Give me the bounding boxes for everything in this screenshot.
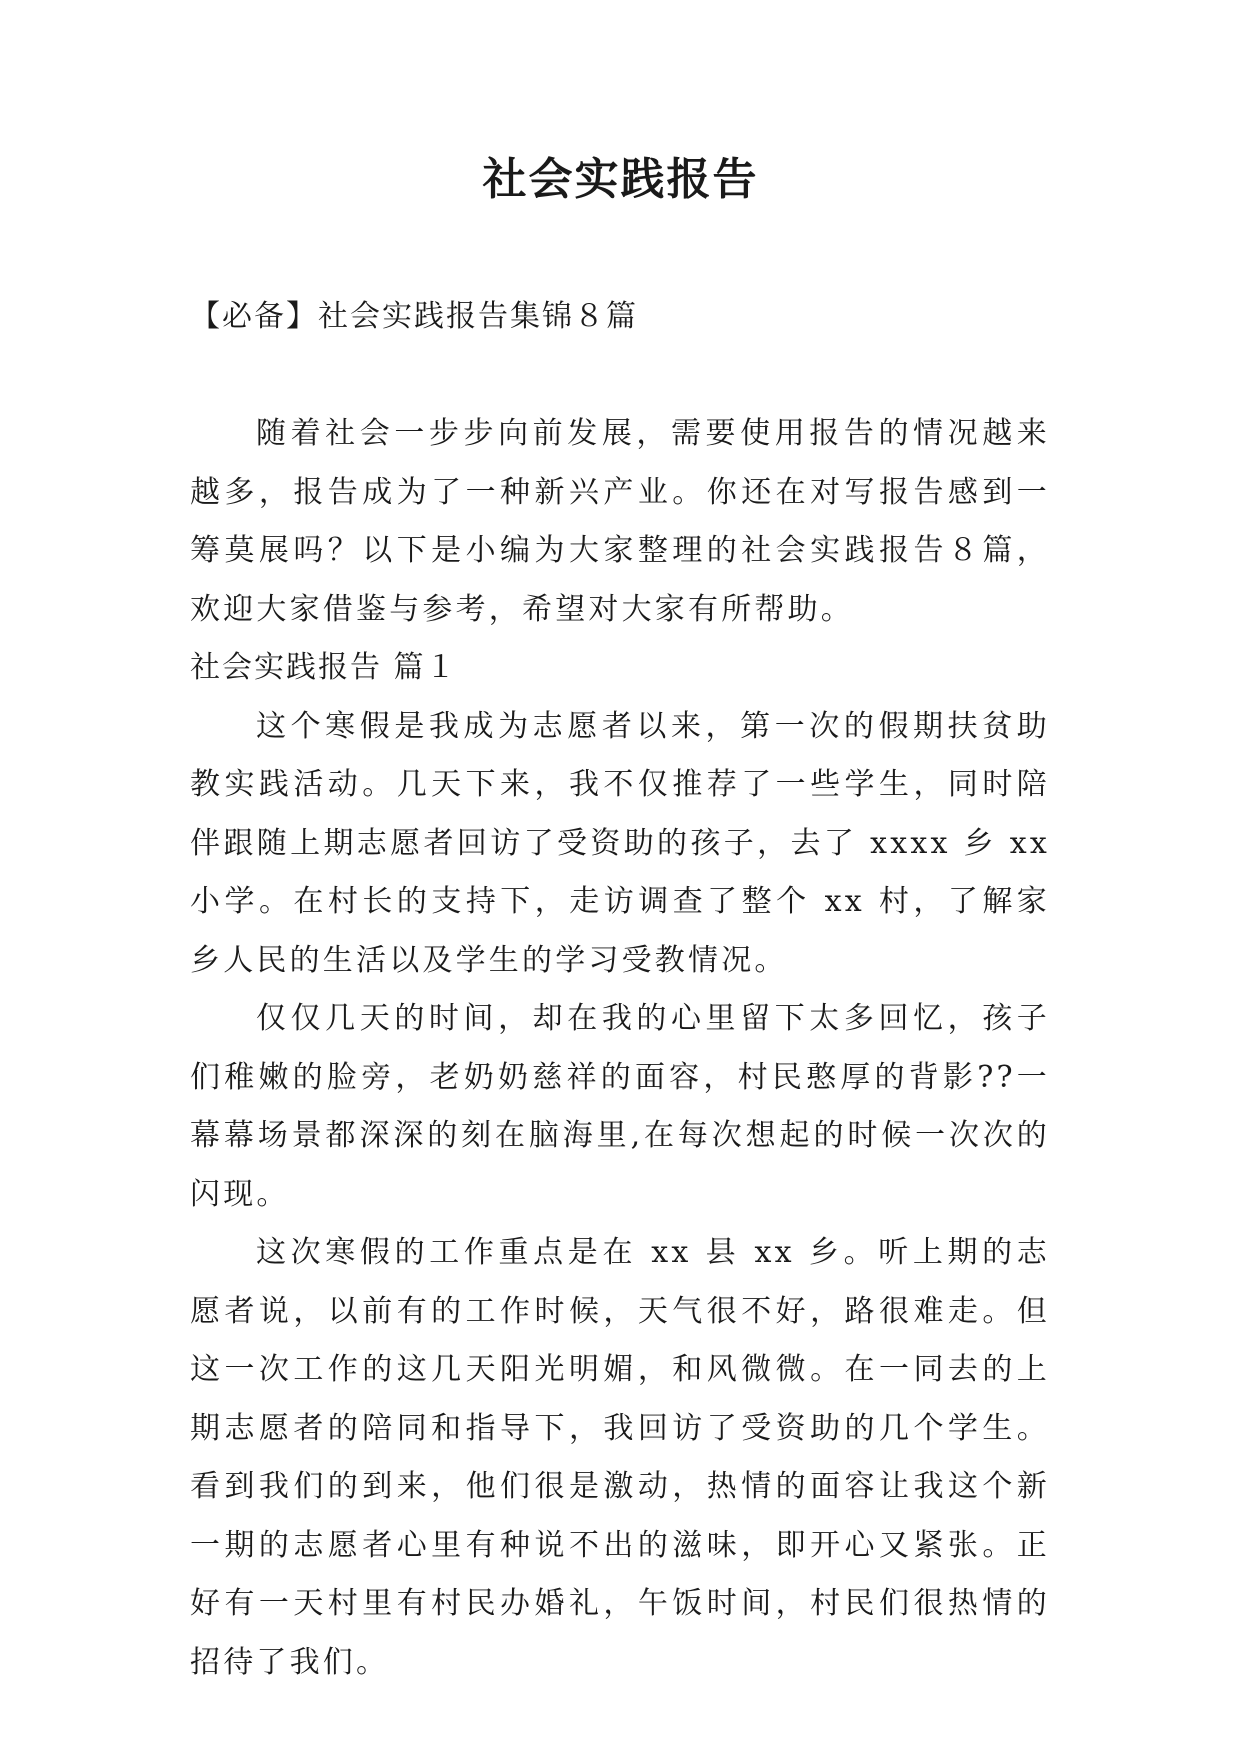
- document-title: 社会实践报告: [482, 154, 759, 205]
- section-heading: 社会实践报告 篇１: [190, 650, 458, 685]
- document-body: [190, 405, 1050, 1692]
- intro-paragraph: 随着社会一步步向前发展，需要使用报告的情况越来越多，报告成为了一种新兴产业。你还在对写报告感到一筹莫展吗？以下是小编为大家整理的社会实践报告８篇，欢迎大家借鉴与参考，希望对大家有所帮助。: [190, 416, 1050, 627]
- document-subtitle: 【必备】社会实践报告集锦８篇: [190, 299, 638, 334]
- body-paragraph-3: 这次寒假的工作重点是在 xx 县 xx 乡。听上期的志愿者说，以前有的工作时候，天气很不好，路很难走。但这一次工作的这几天阳光明媚，和风微微。在一同去的上期志愿者的陪同和指导下，我回访了受资助的几个学生。看到我们的到来，他们很是激动，热情的面容让我这个新一期的志愿者心里有种说不出的滋味，即开心又紧张。正好有一天村里有村民办婚礼，午饭时间，村民们很热情的招待了我们。: [190, 1235, 1050, 1680]
- body-paragraph-2: 仅仅几天的时间，却在我的心里留下太多回忆，孩子们稚嫩的脸旁，老奶奶慈祥的面容，村民憨厚的背影??一幕幕场景都深深的刻在脑海里,在每次想起的时候一次次的闪现。: [190, 1001, 1050, 1212]
- body-paragraph-1: 这个寒假是我成为志愿者以来，第一次的假期扶贫助教实践活动。几天下来，我不仅推荐了一些学生，同时陪伴跟随上期志愿者回访了受资助的孩子，去了 xxxx 乡 xx 小学。在村长的支持下，走访调查了整个 xx 村，了解家乡人民的生活以及学生的学习受教情况。: [190, 708, 1050, 978]
